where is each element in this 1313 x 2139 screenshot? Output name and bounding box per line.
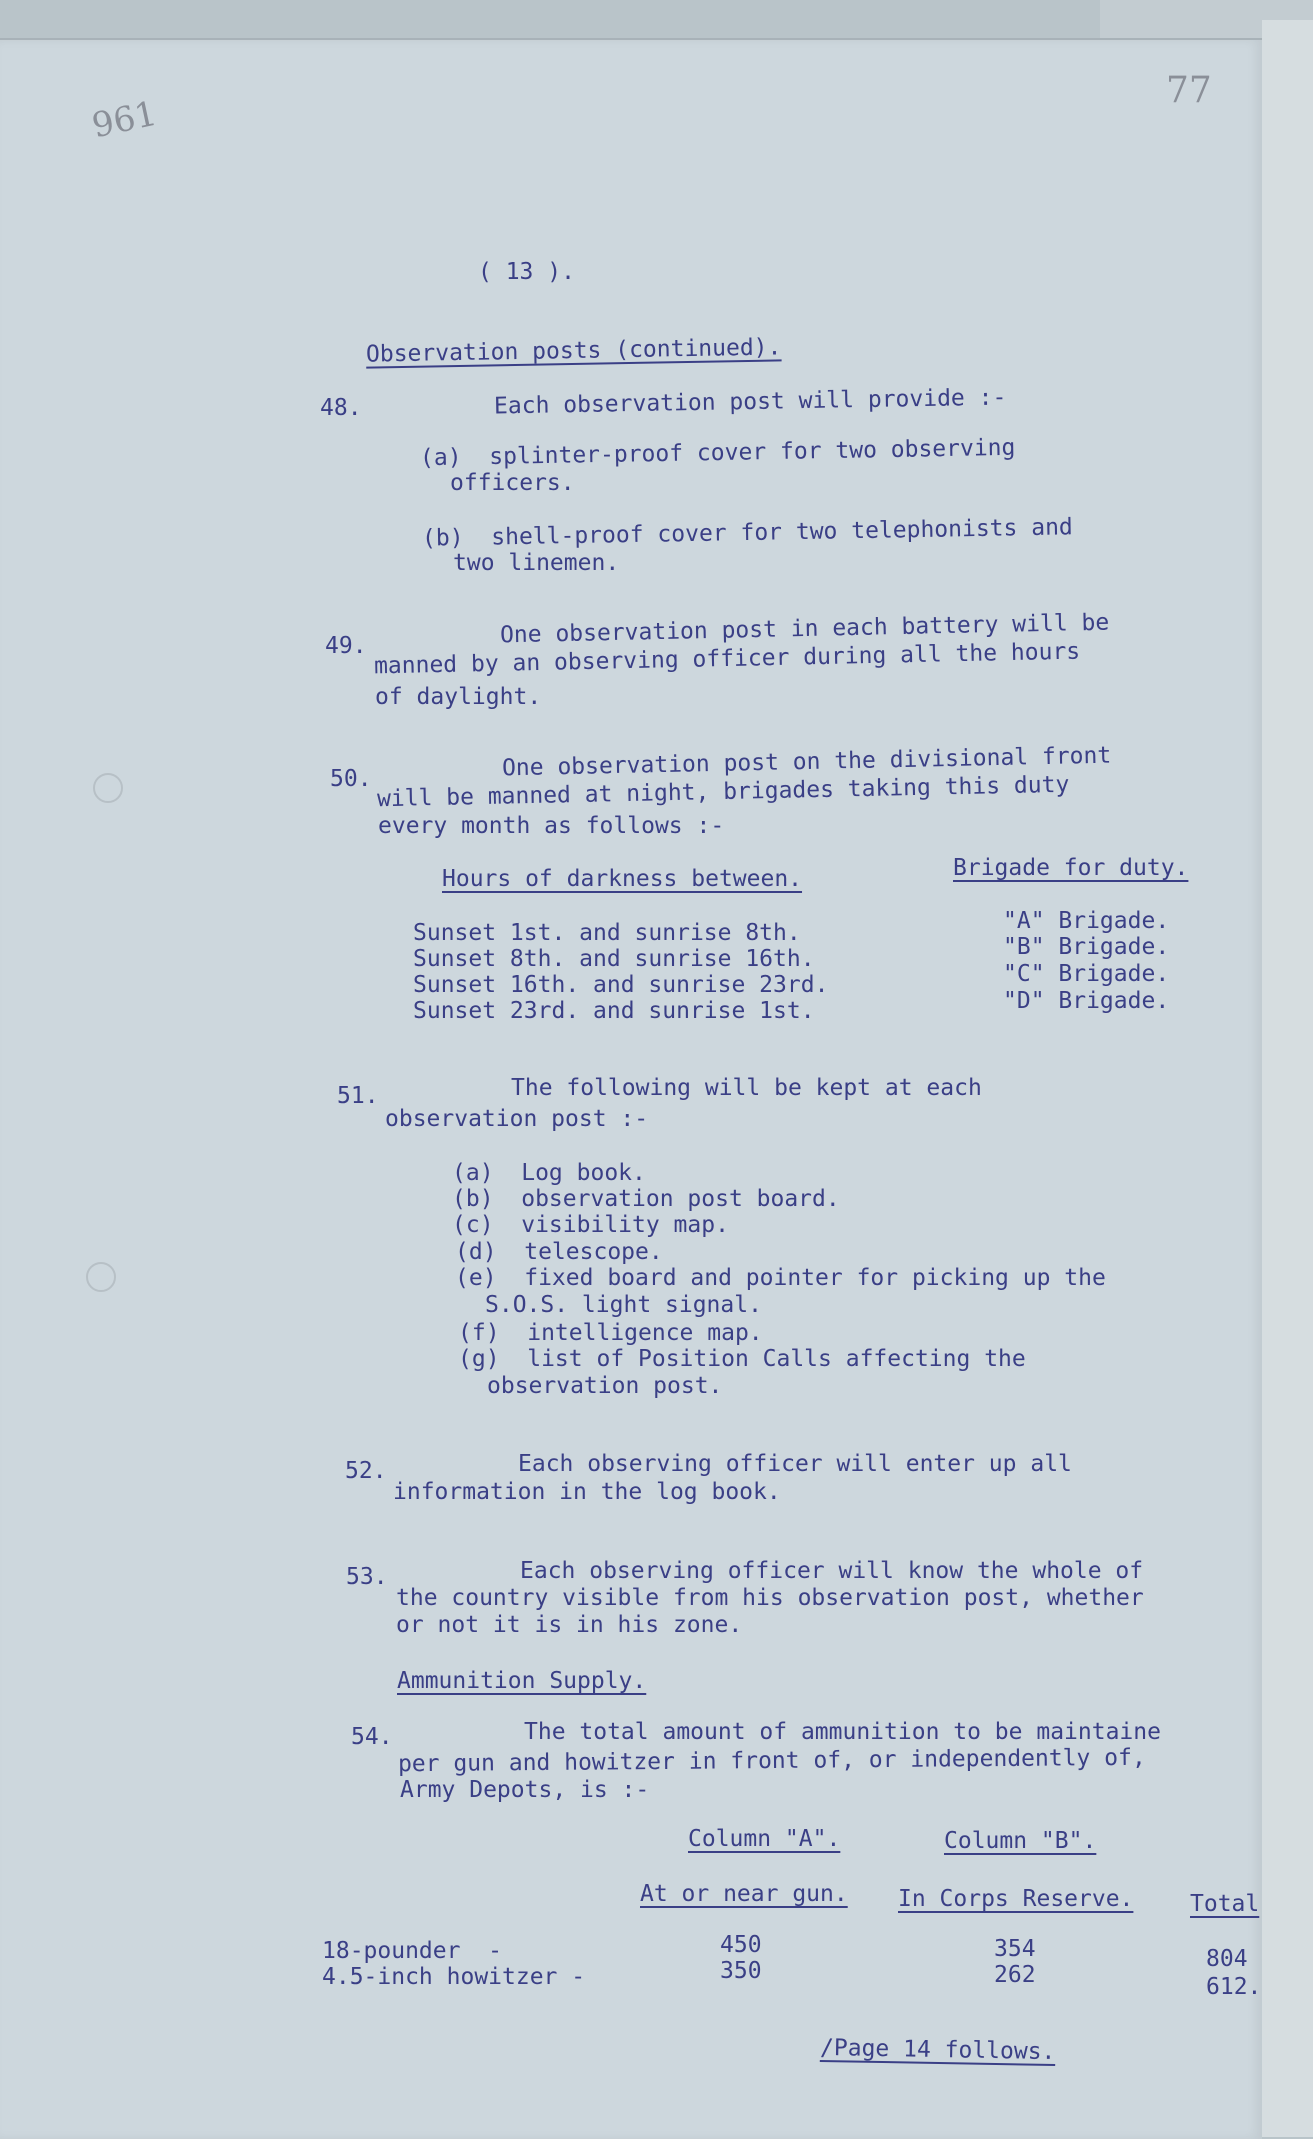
list-item: (a) splinter-proof cover for two observing	[419, 434, 1016, 472]
list-item: (e) fixed board and pointer for picking up the	[455, 1265, 1106, 1291]
table-cell-brigade: "C" Brigade.	[1003, 961, 1170, 987]
page-number: ( 13 ).	[478, 259, 575, 285]
page-footer: /Page 14 follows.	[819, 2034, 1056, 2066]
table-cell-brigade: "A" Brigade.	[1003, 908, 1170, 934]
punch-hole	[93, 773, 123, 803]
table-header-column-a: Column "A".	[688, 1826, 841, 1852]
para-number: 53.	[346, 1564, 388, 1590]
list-item: S.O.S. light signal.	[485, 1292, 762, 1318]
table-header-hours: Hours of darkness between.	[442, 866, 803, 892]
punch-hole	[86, 1262, 116, 1292]
para-text: Each observation post will provide :-	[493, 384, 1007, 420]
sheet-edge	[1262, 20, 1313, 2137]
para-text: One observation post in each battery will be	[499, 609, 1110, 649]
para-text: every month as follows :-	[378, 813, 725, 839]
para-text: Each observing officer will know the whole of	[520, 1558, 1144, 1584]
para-number: 54.	[351, 1724, 393, 1750]
list-item: (d) telescope.	[455, 1239, 663, 1265]
section-heading-observation: Observation posts (continued).	[365, 334, 782, 368]
table-cell-a: 350	[720, 1958, 762, 1984]
para-number: 50.	[330, 766, 372, 792]
para-text: or not it is in his zone.	[396, 1612, 743, 1638]
para-text: The following will be kept at each	[511, 1075, 982, 1101]
table-cell-b: 354	[994, 1936, 1036, 1962]
para-text: observation post :-	[385, 1106, 649, 1132]
table-cell-hours: Sunset 23rd. and sunrise 1st.	[413, 998, 815, 1024]
para-text: of daylight.	[375, 684, 542, 710]
table-cell-brigade: "B" Brigade.	[1003, 934, 1170, 960]
list-item: (a) Log book.	[452, 1160, 646, 1186]
table-cell-a: 450	[720, 1932, 762, 1958]
list-item: (c) visibility map.	[452, 1212, 729, 1238]
para-text: per gun and howitzer in front of, or independently of,	[397, 1744, 1146, 1778]
table-cell-hours: Sunset 8th. and sunrise 16th.	[413, 946, 815, 972]
table-cell-weapon: 4.5-inch howitzer -	[322, 1964, 586, 1990]
table-subheader-total: Total	[1190, 1891, 1260, 1917]
table-cell-total: 804	[1206, 1946, 1248, 1972]
table-cell-total: 612.	[1206, 1974, 1262, 2000]
table-cell-weapon: 18-pounder -	[322, 1938, 503, 1964]
para-number: 48.	[320, 395, 362, 421]
table-subheader-b: In Corps Reserve.	[898, 1886, 1134, 1912]
table-cell-b: 262	[994, 1962, 1036, 1988]
list-item: (b) shell-proof cover for two telephonists and	[421, 514, 1073, 552]
para-text: the country visible from his observation post, whether	[396, 1585, 1144, 1611]
section-heading-ammunition: Ammunition Supply.	[397, 1668, 647, 1694]
list-item: (g) list of Position Calls affecting the	[458, 1346, 1026, 1372]
list-item: officers.	[450, 470, 575, 496]
table-header-column-b: Column "B".	[944, 1828, 1097, 1854]
table-cell-brigade: "D" Brigade.	[1003, 988, 1170, 1014]
folio-number: 77	[1166, 70, 1212, 111]
table-header-brigade: Brigade for duty.	[953, 855, 1189, 881]
para-text: One observation post on the divisional front	[501, 742, 1112, 782]
para-text: Army Depots, is :-	[400, 1777, 650, 1803]
list-item: observation post.	[487, 1373, 723, 1399]
para-text: manned by an observing officer during all the hours	[373, 638, 1081, 680]
para-text: will be manned at night, brigades taking this duty	[376, 771, 1070, 813]
para-number: 49.	[325, 633, 367, 659]
table-cell-hours: Sunset 1st. and sunrise 8th.	[413, 920, 801, 946]
list-item: (b) observation post board.	[452, 1186, 840, 1212]
para-text: Each observing officer will enter up all	[518, 1451, 1072, 1477]
table-subheader-a: At or near gun.	[640, 1881, 848, 1907]
para-text: The total amount of ammunition to be maintaine	[524, 1719, 1161, 1745]
para-text: information in the log book.	[393, 1479, 781, 1505]
para-number: 52.	[345, 1458, 387, 1484]
table-cell-hours: Sunset 16th. and sunrise 23rd.	[413, 972, 829, 998]
archive-mark: 961	[88, 93, 161, 147]
para-number: 51.	[337, 1083, 379, 1109]
list-item: two linemen.	[453, 550, 620, 576]
list-item: (f) intelligence map.	[458, 1320, 763, 1346]
